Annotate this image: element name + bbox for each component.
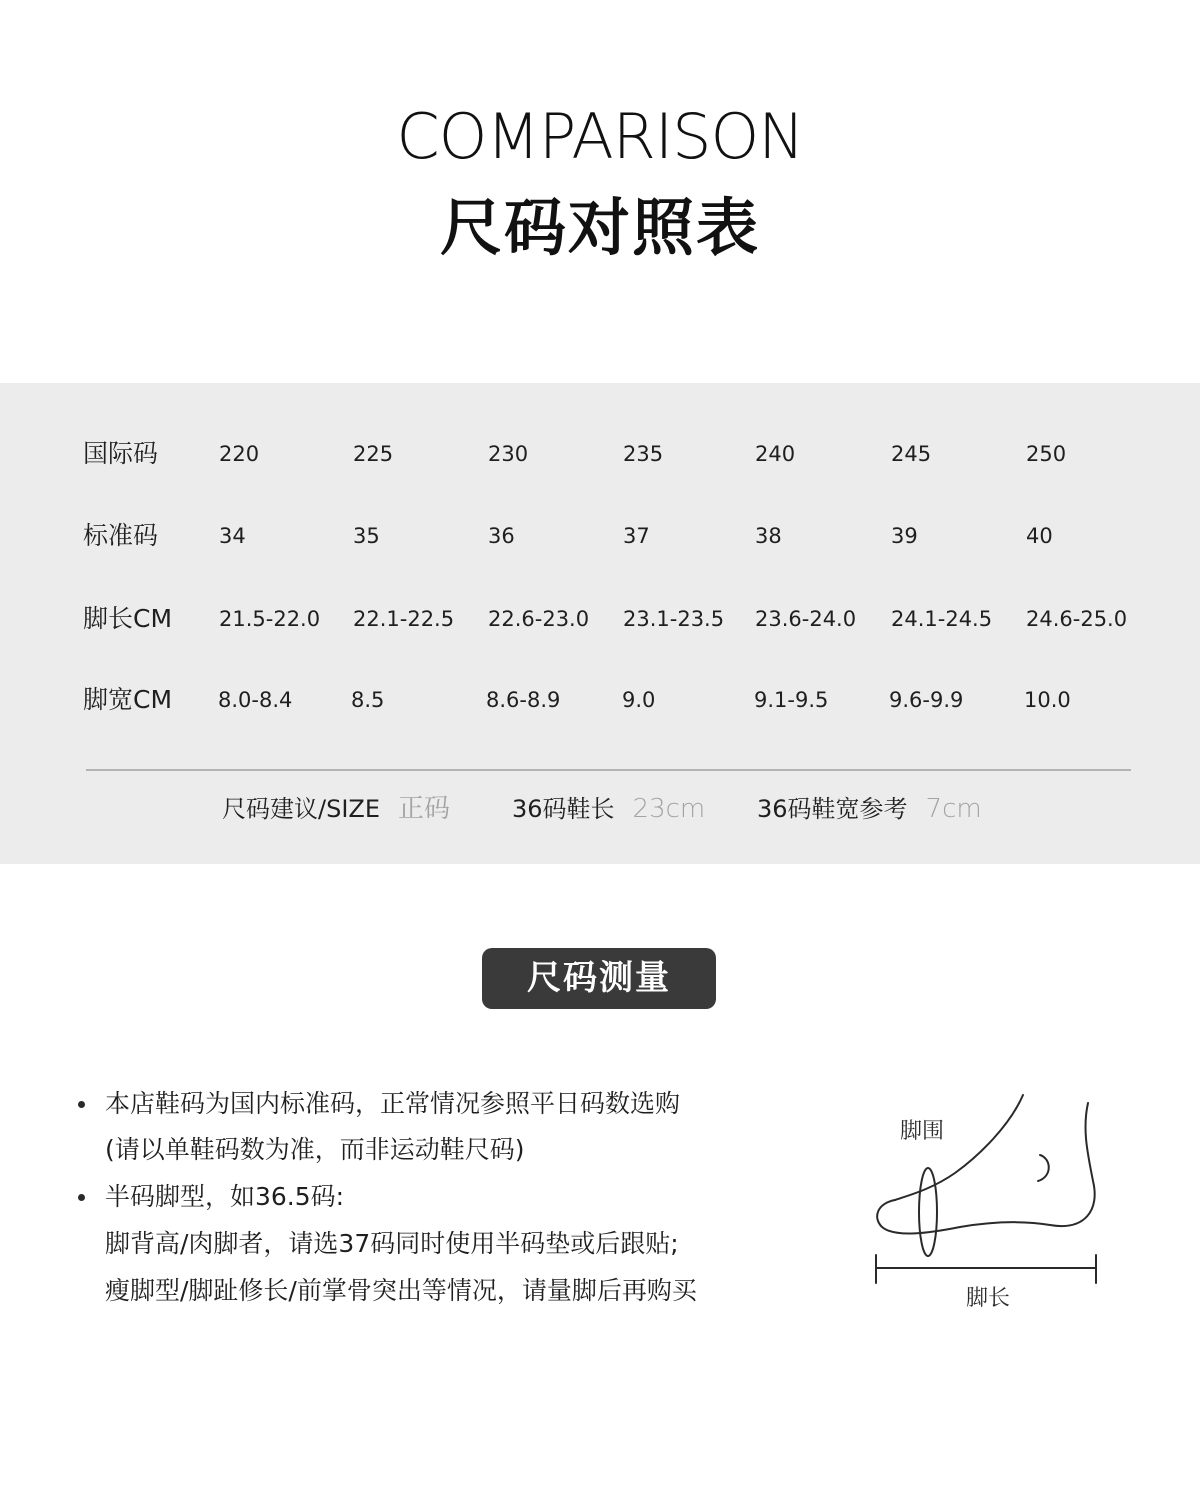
suggestion-label: 36码鞋宽参考 bbox=[757, 795, 908, 823]
table-cell: 34 bbox=[219, 524, 246, 548]
size-suggestion bbox=[222, 787, 450, 831]
table-cell: 225 bbox=[353, 442, 394, 466]
row-label: 标准码 bbox=[83, 521, 159, 550]
suggestion-value: 7cm bbox=[925, 794, 982, 824]
table-cell: 36 bbox=[488, 524, 515, 548]
table-cell: 220 bbox=[219, 442, 260, 466]
note-line: 瘦脚型/脚趾修长/前掌骨突出等情况，请量脚后再购买 bbox=[105, 1276, 697, 1305]
note-line: 脚背高/肉脚者，请选37码同时使用半码垫或后跟贴; bbox=[105, 1229, 679, 1258]
table-cell: 24.6-25.0 bbox=[1026, 607, 1128, 631]
table-row-foot-length bbox=[0, 599, 1200, 639]
table-cell: 245 bbox=[891, 442, 932, 466]
shoe-length-suggestion bbox=[512, 787, 705, 831]
table-cell: 23.6-24.0 bbox=[755, 607, 857, 631]
note-line: 半码脚型，如36.5码: bbox=[105, 1182, 345, 1211]
measure-badge: 尺码测量 bbox=[482, 948, 716, 1009]
girth-label: 脚围 bbox=[900, 1119, 945, 1144]
table-row-standard bbox=[0, 516, 1200, 556]
table-row-international bbox=[0, 434, 1200, 474]
suggestion-value: 正码 bbox=[398, 794, 451, 824]
table-cell: 9.6-9.9 bbox=[889, 688, 964, 712]
row-label: 脚宽CM bbox=[83, 685, 173, 714]
table-cell: 240 bbox=[755, 442, 796, 466]
table-cell: 235 bbox=[623, 442, 664, 466]
size-chart bbox=[0, 383, 1200, 864]
table-cell: 8.0-8.4 bbox=[218, 688, 293, 712]
table-cell: 38 bbox=[755, 524, 782, 548]
table-cell: 37 bbox=[623, 524, 650, 548]
suggestion-value: 23cm bbox=[632, 794, 706, 824]
table-cell: 40 bbox=[1026, 524, 1053, 548]
table-cell: 10.0 bbox=[1024, 688, 1071, 712]
shoe-width-suggestion bbox=[757, 787, 982, 831]
table-cell: 22.6-23.0 bbox=[488, 607, 590, 631]
length-label: 脚长 bbox=[966, 1286, 1011, 1311]
table-cell: 23.1-23.5 bbox=[623, 607, 725, 631]
note-line: 本店鞋码为国内标准码，正常情况参照平日码数选购 bbox=[105, 1089, 681, 1118]
bullet-dot bbox=[78, 1101, 85, 1108]
table-cell: 39 bbox=[891, 524, 918, 548]
table-cell: 8.6-8.9 bbox=[486, 688, 561, 712]
bullet-dot bbox=[78, 1194, 85, 1201]
table-cell: 24.1-24.5 bbox=[891, 607, 993, 631]
table-cell: 9.1-9.5 bbox=[754, 688, 829, 712]
table-row-foot-width bbox=[0, 680, 1200, 720]
table-cell: 21.5-22.0 bbox=[219, 607, 321, 631]
suggestion-label: 尺码建议/SIZE bbox=[222, 795, 381, 823]
page-subtitle: 尺码对照表 bbox=[439, 191, 760, 264]
row-label: 脚长CM bbox=[83, 604, 173, 633]
table-cell: 22.1-22.5 bbox=[353, 607, 455, 631]
suggestion-label: 36码鞋长 bbox=[512, 795, 615, 823]
table-cell: 9.0 bbox=[622, 688, 656, 712]
foot-diagram bbox=[860, 1085, 1110, 1325]
row-label: 国际码 bbox=[83, 439, 159, 468]
table-cell: 250 bbox=[1026, 442, 1067, 466]
page-title: COMPARISON bbox=[396, 100, 804, 173]
chart-divider bbox=[86, 769, 1131, 771]
table-cell: 8.5 bbox=[351, 688, 385, 712]
table-cell: 35 bbox=[353, 524, 380, 548]
table-cell: 230 bbox=[488, 442, 529, 466]
note-line: (请以单鞋码数为准，而非运动鞋尺码) bbox=[105, 1135, 525, 1164]
